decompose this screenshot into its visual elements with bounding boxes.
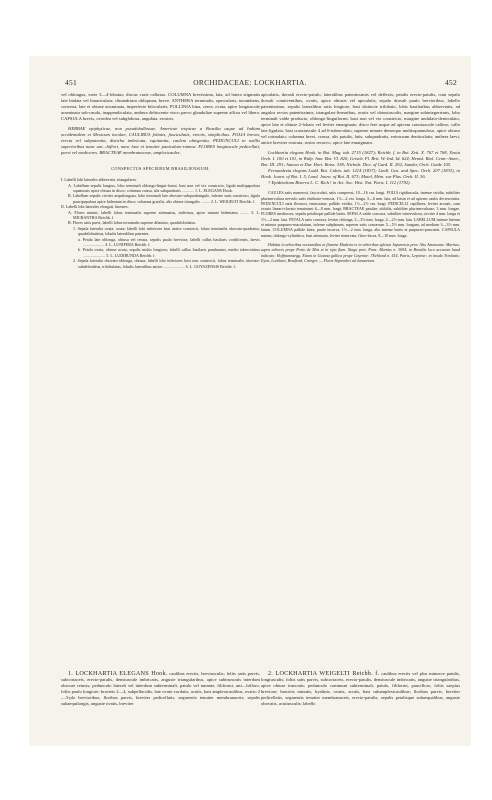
key-line: B. Labellum sepalis circiter aequilongum, lobo terminali late obovato-subquadrangulo, inferne satis constricto, ligula paucipapulosa apice bidentata in disco; columna gracilis, alis obtuse triangulis ......... 2. L. WEIGELTI Reichb. f.	[68, 193, 260, 204]
key-line: a. Petala late oblonga, obtusa vel retusa, sepalis paulo breviora; labelli callus basilaris cordiformis, laevis ..................... 4. L. LUNIFERA Reichb. f.	[78, 236, 260, 248]
left-column	[61, 92, 260, 269]
conspectus-title: CONSPECTUS SPECIERUM BRASILIENSIUM.	[111, 166, 210, 172]
running-title: ORCHIDACEAE: LOCKHARTIA.	[193, 78, 307, 87]
right-column	[261, 92, 460, 263]
species-1-text: caulibus erectis, breviusculis; foliis satis parvis, subcoriaceis, erecto-patulis, densiuscule imbricatis, anguste triangularibus, apice subtruncatis interdum obscure retusis; pedunculo laterali vel interdum subterminali, patulo vel nutante, filiformi, uni—bifloro, foliis paulo longiore; bracteis 2—4, subpellucidis, late ovato-cordatis, acutis, basi amplexicaulibus, ovario 2—3-plo brevioribus; floribus parvis, breviter pedicellatis, segmentis tenuiter membranaceis; sepalis subaequilongis, anguste ovatis, breviter	[61, 670, 260, 706]
habitat-paragraph: Habitat in arboribus noctantibus in flumine Madeira et in arboribus splesus Japurensis prov. Alto Amazonas: Martius; supra arbores prope Porto de Móz et in ripa flum. Xingu prov. Para: Martius n. 3694; in Brasilia loco accurate haud indicato: Hoffmannsegg. Etiam in Guiana gallica prope Cayenne: l'Eeblond n. 414, Patris, Leprieur; in insula Trinitatis: Eyon, Lockhart, Bradford, Crueger. — Floret Septembri ad Januarium.	[261, 241, 460, 263]
species-key	[61, 177, 260, 269]
species-1-entry	[61, 666, 260, 711]
key-line: 1. Sepala lateralia ovata, acuta; labelli lobi inferiores basi antice constricti, lobus terminalis obovato-quadratus, quadrilobulatus, lobulis lateralibus patentes.	[73, 225, 260, 237]
page-number-left: 451	[65, 78, 77, 87]
key-line: I. Labelli lobi laterales abbreviati, triangulares.	[61, 177, 137, 183]
genus-description-end: vel oblongus, varie 3—4-lobatus; discus varie callosus. COLUMNA brevissima, lata, ad latera stigmatis late bialata vel biauriculata; clinandrium obliquum, breve. ANTHERA terminalis, opercularis, incumbens, convexa, late et obtuse acuminata, imperfecte bilocularis; POLLINIA bina, cerea, ovata, apice longiuscule acuminata sub-cauda, inappendiculata, anthera dehiscente visco parvo glanduliae superne affixa vel libera. CAPSULA brevis, ovoidea vel subglobosa, angulata, erostris.	[61, 92, 260, 122]
key-line: II. Labelli lobi laterales elongati, lineares.	[61, 204, 129, 210]
morphology-paragraph: CAULES satis numerosi, fasciculati, satis compressi, 10—16 cm. longi. FOLIA rigidiuscula, intense viridia, subtiliter plurinervulosa nervulo satis elathrato-venosis, 1½—2 cm. longa, 3—6 mm. lata, ad basin et ad apicem caulis decrescentia. PEDUNCULI satis flexuosi, tenuissime, pallide viridia, 1½—2½ cm. longi. PEDICELLI capillares, leviter arcuati, cum ovario lineari-clavato tenuissimi 6—8 mm. longi. BRACTEAE patulae, sitibilis, subtiliter plurinervulosae, 3 mm. longae. FLORES mediocres, sepalis petalisque pallide luteis. SEPALA valde concava, subtiliter trinervulosa, circiter 4 mm. longa et 1½—2 mm. lata. PETALA satis concava, leviter oblonga, 3—3½ mm. longa, 2—2½ mm. lata. LABELLUM intense luteum et minute purpureo-maculatum, inferne subplanum, superne satis concavum 5—5½ mm. longum, ad medium 3—3½ mm. latum. COLUMNA pallide lutea, paulo incurva, 1½—2 mm. longa, alis intense luteis et purpureo-punctatis. CAPSULA nutans, oblongo-cylindrica, basi attenuata, leviter trinervata, flavo-fusca, 8—10 mm. longa.	[261, 190, 460, 238]
key-line: b. Petala ovata, obtuse acuta, sepalis multo longiora; labelli callus basilaris panduratus, medio tuberculatus ...................... 5. L. LUDIBUNDA Reichb. f.	[78, 247, 260, 258]
key-line: A. Labellum sepalis longius, lobo terminali oblongo-lingui-formi, basi non vel vix constricto, ligula multipapulosa squamosis apice obtusa in disco; columna crassa, alis subquadratis ............ 1. L. ELEGANS Hook.	[68, 182, 260, 193]
genus-habit-paragraph: HERBAE epiphyticae, non pseudobulbosae, Americae tropicae a Brasilia usque ad Indiam occidentalem et Mexicum incolae, CAULIBUS foliatis, fasciculatis, erectis, simplicibus. FOLIA brevia, erecta vel subpatentia, disticha imbricata, equitantia, caulem obtegentia. PEDUNCULI in axillis superioribus nunc uni—biflori, nunc laxe et tenuiter paniculato-ramosi. FLORES longiuscule pedicellati, parvi vel mediocres. BRACTEAE membranaceae, amplexicaules.	[61, 126, 260, 156]
species-2-entry	[261, 666, 460, 711]
species-1-heading: 1. LOCKHARTIA ELEGANS Hook.	[68, 669, 168, 677]
key-line: B. Flores satis parvi; labelli lobus terminalis superne dilatatus, quadrilobulatus.	[68, 220, 197, 226]
synonymy-2: Fernandezia elegans Lodd. Bot. Cabin. tab. 1214 (1837); Lindl. Gen. and Spec. Orch. 207 (1833), in Hook. Journ. of Bot. I. 5, Lond. Journ. of Bot. II. 673; Mutel, Mém. sur Plus. Orch. II. 36.	[261, 168, 460, 180]
book-page	[29, 56, 471, 746]
key-line: 2. Sepala lateralia obovato-oblonga, obtusa; labelli lobi inferiores basi non constricti, lobus terminalis obovato-subdeltoideus, trilobulatus, lobulis lateralibus antice ..................... 6. L. GOYAZENSIS Reichb. f.	[73, 258, 260, 269]
page-number-right: 452	[445, 78, 457, 87]
synonymy-3: ? Epidendrum Biserra L. C. Rich.! in Act. Soc. Hist. Nat. Paris. I. 112 (1792).	[268, 180, 411, 186]
species-2-heading: 2. LOCKHARTIA WEIGELTI Reichb. f.	[268, 669, 380, 677]
species-description-continued: apiculatis, dorsali erecto-patulo, lateralibus patentissimis vel deflexis; petalis erecto-patulis, cum sepalo dorsali conniventibus, ovatis, apice obtusis vel apiculatis, sepalo dorsali paulo brevioribus; labello patentissimo, sepalis lateralibus satis longiore, basi distincte trilobato, lobis basilaribus abbreviatis, ad angulos rectos patentissimis, triangulari-linearibus, acutis vel obtusiusculis, margine subintegerrimis, lobo terminali valde producto, oblongo-linguiformi, basi non vel vix constricto, margine undulato-denticulato, apice late et obtuse 2-lobato vel leviter emarginato, disco fere usque ad apicem crassiuscule calloso, callo late ligulato, basi crassiuscule 4 ad 6-tuberculato, superne minute densequo multisquamuloso, apice obtuso vel rotundato; columna brevi, crassa, alis patulis, latis, subquadratis, extrorsum denticulatis; anthera laevi, antice breviter rostrata, rostro recurvo, apice late emarginato.	[261, 92, 460, 146]
key-line: A. Flores minuti; labelli lobus terminalis superne attenuatus, indivisus, apice minute bidentatus ........ 3. L. MICRANTHA Reichb. f.	[68, 209, 260, 221]
species-2-text: caulibus erectis vel plus minusve patulis, longiusculis; foliis satis parvis, subcoriaceis, erecto-patulis, densiuscule imbricatis, anguste triangularibus, apice obtuse truncatis; pedunculo communi subterminali, patulo, filiformi, paucifloro, foliis saepius breviore; bracteis minutis, hyalinis, ovatis, acutis, basi subamplexicaulibus; floribus parvis, breviter pedicellatis, segmentis tenuiter membranaceis, erecto-patulis; sepalis petalisque subaequalibus, anguste obovatis, acutiusculis; labello	[261, 670, 460, 706]
synonymy-1: Lockhartia elegans Hook. in Bot. Mag. tab. 2715 (1827); Reichb. f. in Bot. Zeit. X. 767 et 768, Xenia Orch. I. 100 et 101, in Walp. Ann. Bot. VI. 820; Griseb. Fl. Brit. W.-Ind. Id. 624; Hemsl. Biol. Centr.-Amer., Bot. III. 291; Antran et Dur. Hort. Boiss. 338; Nichols. Dict. of Gard. II. 292; Sander, Orch. Guide 105.	[261, 150, 460, 168]
